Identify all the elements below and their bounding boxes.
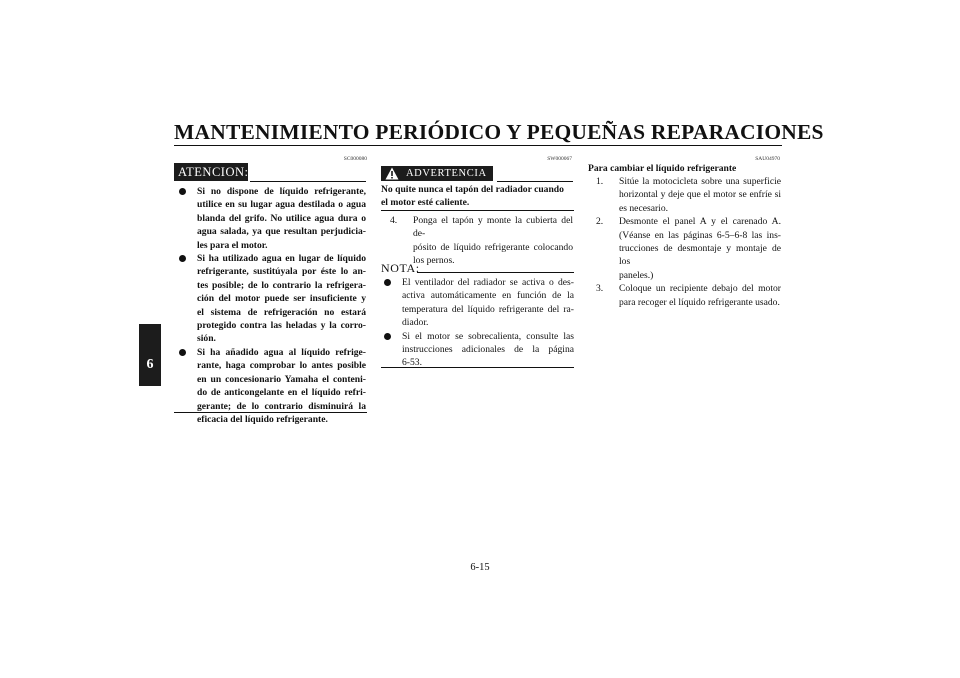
right-ref-code: SAU04970 <box>755 156 780 162</box>
text-line: Coloque un recipiente debajo del motor <box>619 283 781 295</box>
text-line: eficacia del líquido refrigerante. <box>197 413 328 425</box>
middle-ref-code: SW000067 <box>547 156 572 162</box>
nota-bullet <box>381 276 574 330</box>
atencion-bullet <box>176 346 366 426</box>
text-line: protegido contra las heladas y la corro- <box>197 320 366 332</box>
text-line: activa automáticamente en función de la <box>402 290 574 302</box>
nota-bullet <box>381 330 574 370</box>
text-line: Si ha añadido agua al líquido refrige- <box>197 346 366 358</box>
step-row <box>390 214 573 268</box>
page-number: 6-15 <box>470 562 490 573</box>
atencion-end-rule <box>174 412 367 413</box>
text-line: Desmonte el panel A y el carenado A. <box>619 216 781 228</box>
text-line: refrigerante, sustitúyala por éste lo an- <box>197 266 366 278</box>
chapter-tab <box>139 324 161 386</box>
atencion-rule <box>250 181 366 182</box>
text-line: les para el motor. <box>197 239 268 251</box>
text-line: paneles.) <box>619 269 654 281</box>
bullet-dot <box>179 188 186 195</box>
step-number: 2. <box>596 216 604 228</box>
left-ref-code: SC000080 <box>343 156 367 162</box>
advertencia-rule <box>497 181 573 182</box>
text-line: Sitúe la motocicleta sobre una superficie <box>619 176 781 187</box>
text-line: agua salada, ya que resultan perjudicia- <box>197 226 366 238</box>
bullet-dot <box>179 255 186 262</box>
text-line: blanda del grifo. No utilice agua dura o <box>197 212 366 224</box>
atencion-content <box>176 185 366 426</box>
nota-rule <box>417 272 574 273</box>
nota-label: NOTA: <box>381 261 420 275</box>
step-4 <box>390 214 573 268</box>
text-line: horizontal y deje que el motor se enfríe si <box>619 189 781 201</box>
text-line: Si ha utilizado agua en lugar de líquido <box>197 253 366 265</box>
text-line: do de anticongelante en el líquido refri- <box>197 387 366 399</box>
step-number: 4. <box>390 215 398 226</box>
right-steps <box>596 175 781 309</box>
text-line: (Véanse en las páginas 6-5–6-8 las ins- <box>619 229 781 241</box>
text-line: instrucciones adicionales de la página <box>402 344 574 356</box>
step-number: 1. <box>596 176 604 187</box>
atencion-label: ATENCION: <box>174 163 248 181</box>
step-row <box>596 282 781 309</box>
text-line: trucciones de desmontaje y montaje de los <box>619 243 781 268</box>
text-line: diador. <box>402 317 429 329</box>
text-line: el motor esté caliente. <box>381 197 470 209</box>
bullet-dot <box>384 333 391 340</box>
text-line: temperatura del líquido refrigerante del ra- <box>402 303 574 315</box>
text-line: No quite nunca el tapón del radiador cuando <box>381 184 564 195</box>
bullet-dot <box>384 279 391 286</box>
text-line: gerante; de lo contrario disminuirá la <box>197 400 366 412</box>
advertencia-label <box>381 166 493 181</box>
text-line: El ventilador del radiador se activa o des- <box>402 277 574 288</box>
step-number: 3. <box>596 283 604 295</box>
text-line: es necesario. <box>619 202 669 214</box>
text-line: 6-53. <box>402 357 422 369</box>
text-line: pósito de líquido refrigerante colocando <box>413 241 573 253</box>
section-heading: Para cambiar el líquido refrigerante <box>588 163 737 174</box>
text-line: Ponga el tapón y monte la cubierta del de- <box>413 215 573 240</box>
step-row <box>596 175 781 215</box>
advertencia-text: ADVERTENCIA <box>406 168 487 179</box>
text-line: para recoger el líquido refrigerante usado. <box>619 296 780 308</box>
step-row <box>596 215 781 282</box>
text-line: Si no dispone de líquido refrigerante, <box>197 186 366 197</box>
atencion-bullet <box>176 252 366 346</box>
chapter-number: 6 <box>146 357 154 372</box>
text-line: tes posible; de lo contrario la refrigera- <box>197 279 366 291</box>
text-line: rante, haga comprobar lo antes posible <box>197 360 366 372</box>
warning-text <box>381 183 574 210</box>
text-line: el sistema de refrigeración no estará <box>197 306 366 318</box>
text-line: ción del motor puede ser insuficiente y <box>197 293 366 305</box>
page-title: MANTENIMIENTO PERIÓDICO Y PEQUEÑAS REPARACIONES <box>174 120 824 144</box>
text-line: en un concesionario Yamaha el conteni- <box>197 373 366 385</box>
nota-content <box>381 276 574 370</box>
bullet-dot <box>179 349 186 356</box>
nota-end-rule <box>381 367 574 368</box>
text-line: utilice en su lugar agua destilada o agua <box>197 199 366 211</box>
text-line: Si el motor se sobrecalienta, consulte las <box>402 330 574 342</box>
title-rule <box>174 145 782 146</box>
text-line: los pernos. <box>413 255 455 267</box>
text-line: sión. <box>197 333 216 345</box>
warning-end-rule <box>381 210 574 211</box>
warning-triangle-icon <box>385 167 399 180</box>
atencion-bullet <box>176 185 366 252</box>
